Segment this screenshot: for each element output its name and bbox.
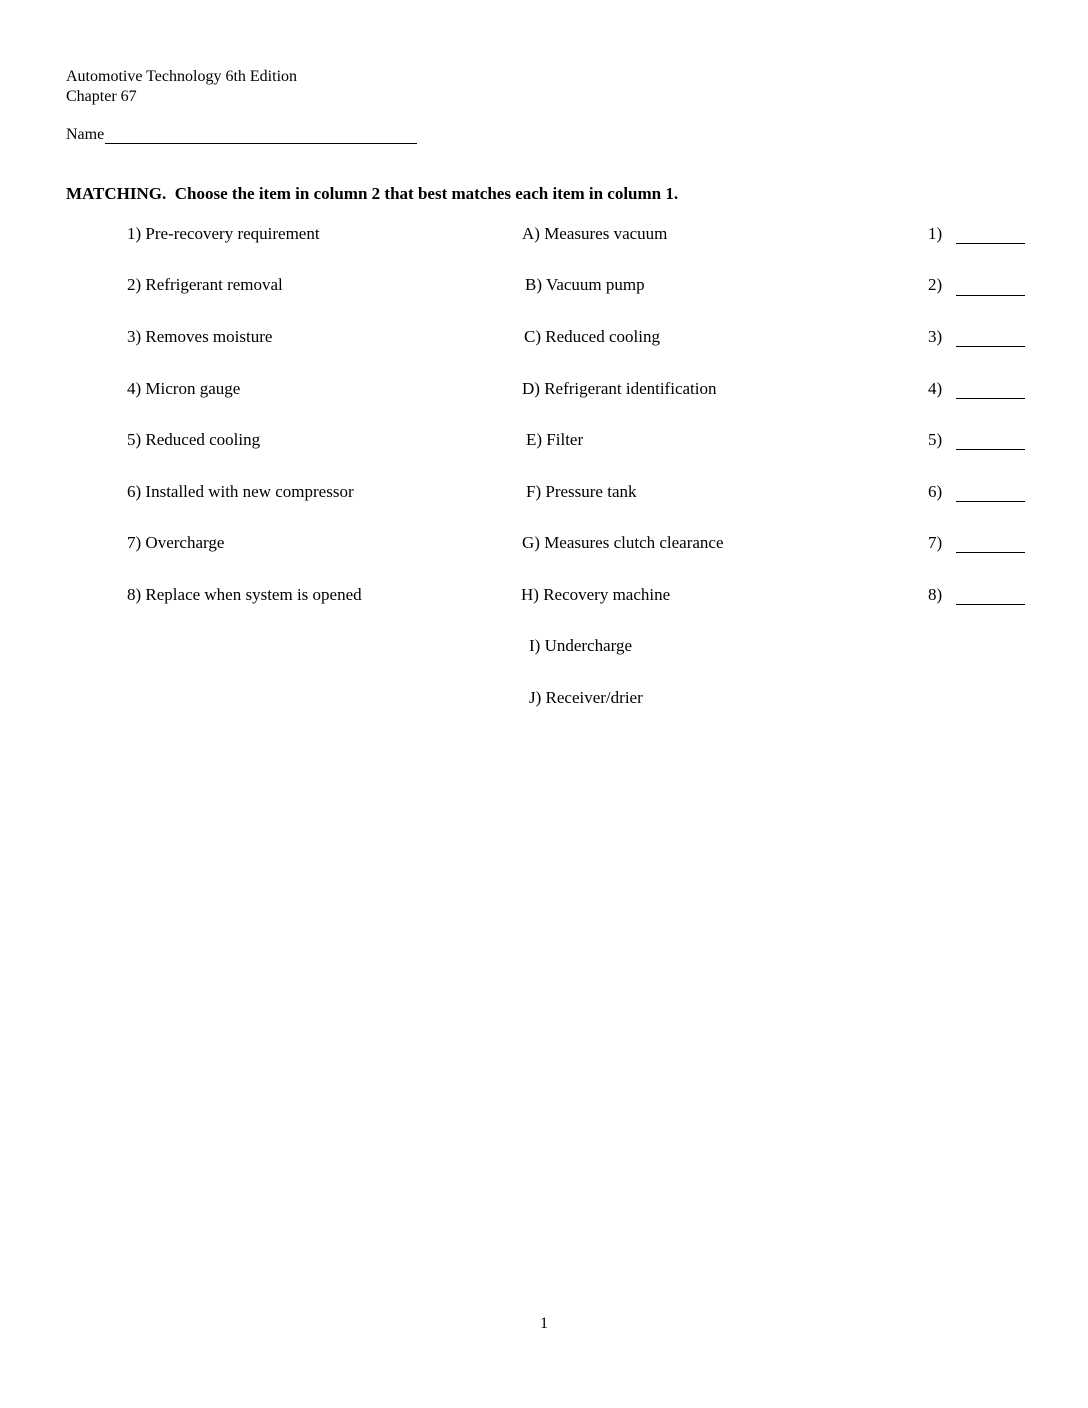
answer-blank[interactable] <box>956 398 1025 399</box>
chapter-label: Chapter 67 <box>66 88 137 105</box>
answer-label: 2) <box>928 275 943 294</box>
answer-blank[interactable] <box>956 243 1025 244</box>
column1-item: 8) Replace when system is opened <box>127 585 362 604</box>
column2-item: E) Filter <box>526 430 584 449</box>
answer-label: 6) <box>928 482 943 501</box>
column2-item: F) Pressure tank <box>526 482 637 501</box>
answer-blank[interactable] <box>956 449 1025 450</box>
name-row <box>66 125 417 144</box>
column1-item: 2) Refrigerant removal <box>127 275 283 294</box>
column1-item: 3) Removes moisture <box>127 327 273 346</box>
column2-item: D) Refrigerant identification <box>522 379 717 398</box>
column2-item: A) Measures vacuum <box>522 224 668 243</box>
column2-item: G) Measures clutch clearance <box>522 533 724 552</box>
column2-item: J) Receiver/drier <box>529 688 643 707</box>
column2-item: I) Undercharge <box>529 636 633 655</box>
answer-blank[interactable] <box>956 552 1025 553</box>
answer-label: 1) <box>928 224 943 243</box>
answer-label: 7) <box>928 533 943 552</box>
column1-item: 7) Overcharge <box>127 533 225 552</box>
column1-item: 5) Reduced cooling <box>127 430 261 449</box>
column2-item: C) Reduced cooling <box>524 327 660 346</box>
column1-item: 4) Micron gauge <box>127 379 241 398</box>
answer-blank[interactable] <box>956 604 1025 605</box>
answer-blank[interactable] <box>956 346 1025 347</box>
answer-label: 5) <box>928 430 943 449</box>
column1-item: 6) Installed with new compressor <box>127 482 354 501</box>
answer-label: 8) <box>928 585 943 604</box>
column1-item: 1) Pre-recovery requirement <box>127 224 320 243</box>
answer-label: 4) <box>928 379 943 398</box>
page-number: 1 <box>540 1315 548 1332</box>
book-title: Automotive Technology 6th Edition <box>66 68 298 85</box>
name-field[interactable] <box>105 125 417 144</box>
answer-blank[interactable] <box>956 295 1025 296</box>
column2-item: H) Recovery machine <box>521 585 671 604</box>
answer-blank[interactable] <box>956 501 1025 502</box>
name-label: Name <box>66 126 105 143</box>
answer-label: 3) <box>928 327 943 346</box>
column2-item: B) Vacuum pump <box>525 275 645 294</box>
instructions: MATCHING. Choose the item in column 2 that best matches each item in column 1. <box>66 184 679 203</box>
